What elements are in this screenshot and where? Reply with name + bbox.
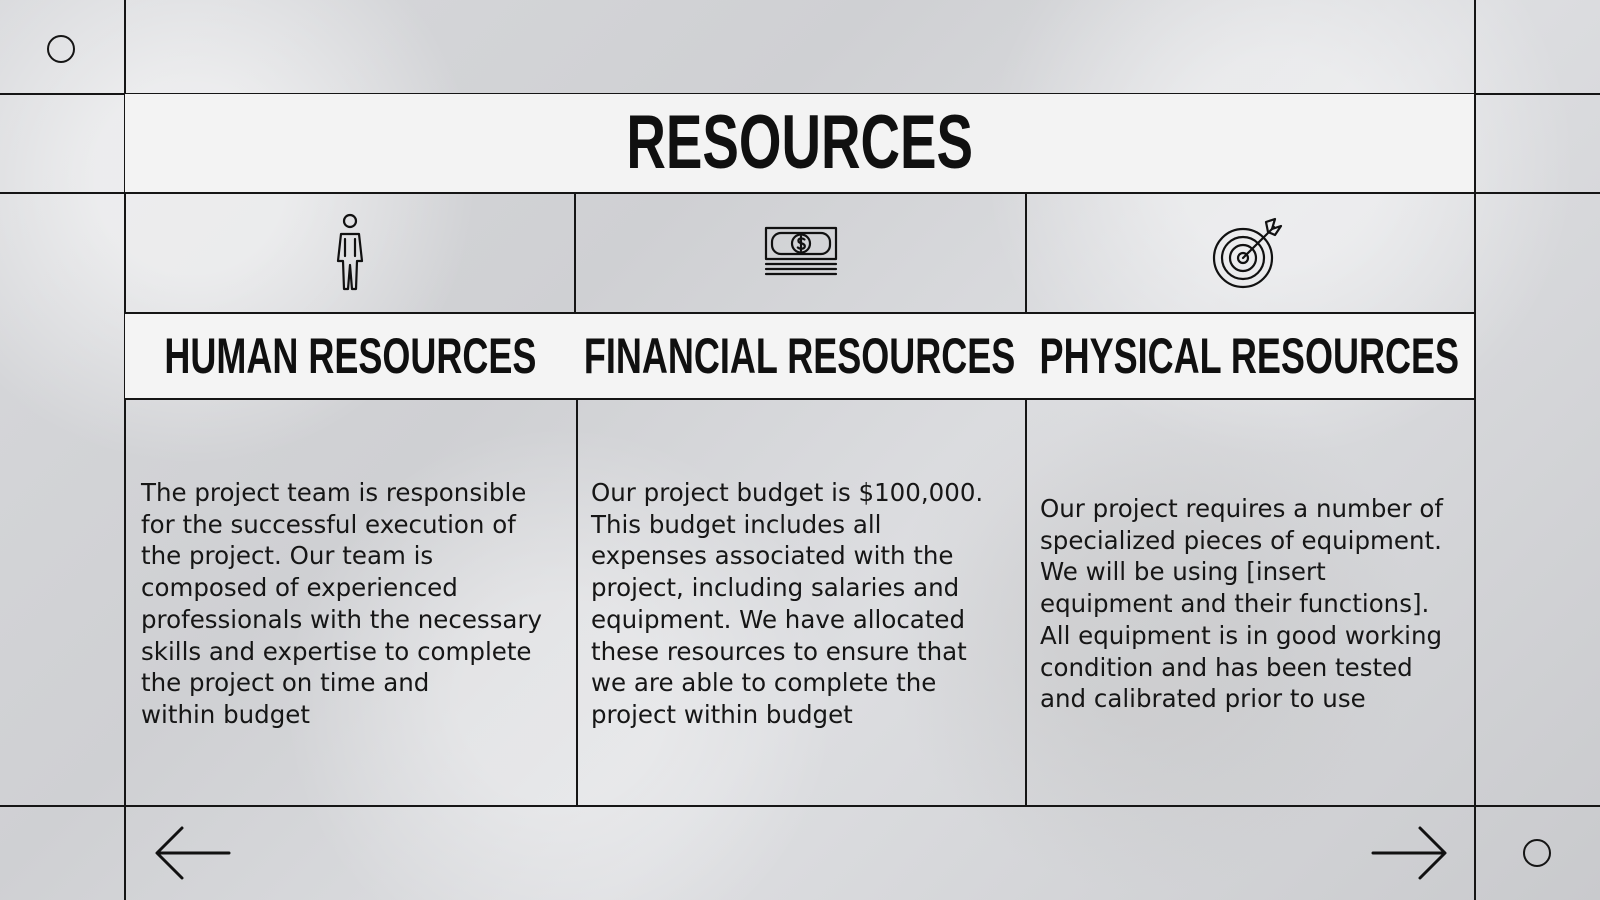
financial-resources-heading: FINANCIAL RESOURCES [584, 328, 1016, 384]
human-resources-heading: HUMAN RESOURCES [163, 328, 537, 384]
bottom-right-decorative-circle [1523, 839, 1551, 867]
column-divider-2-top [1025, 193, 1027, 314]
human-resources-description: The project team is responsible for the successful execution of the project. Our team is composed of experienced professionals with the necessary skills and expertise to complete the project on time and within budget [141, 478, 543, 729]
bottom-grid-line [0, 805, 1600, 807]
physical-resources-description: Our project requires a number of specialized pieces of equipment. We will be using [insert equipment and their functions]. All equipment is in good working condition and has been tested and calibrated prior to use [1040, 494, 1443, 714]
financial-resources-description: Our project budget is $100,000. This budget includes all expenses associated with the project, including salaries and equipment. We have allocated these resources to ensure that we are able to complete the project within budget [591, 478, 984, 729]
heading-band [125, 314, 1474, 398]
heading-row-bottom-line [124, 398, 1476, 400]
arrow-left-icon [154, 823, 234, 883]
slide-title: RESOURCES [626, 100, 973, 185]
next-slide-button[interactable] [1368, 823, 1448, 883]
physical-resources-heading: PHYSICAL RESOURCES [1039, 328, 1460, 384]
title-band [125, 94, 1474, 192]
previous-slide-button[interactable] [154, 823, 234, 883]
top-left-decorative-circle [47, 35, 75, 63]
money-bill-icon [751, 208, 851, 298]
column-divider-2-bottom [1025, 398, 1027, 806]
column-divider-1-top [574, 193, 576, 314]
right-grid-line [1474, 0, 1476, 900]
target-arrow-icon [1200, 208, 1300, 298]
title-bottom-grid-line [0, 192, 1600, 194]
column-divider-1-bottom [576, 398, 578, 806]
arrow-right-icon [1368, 823, 1448, 883]
person-icon [300, 208, 400, 298]
